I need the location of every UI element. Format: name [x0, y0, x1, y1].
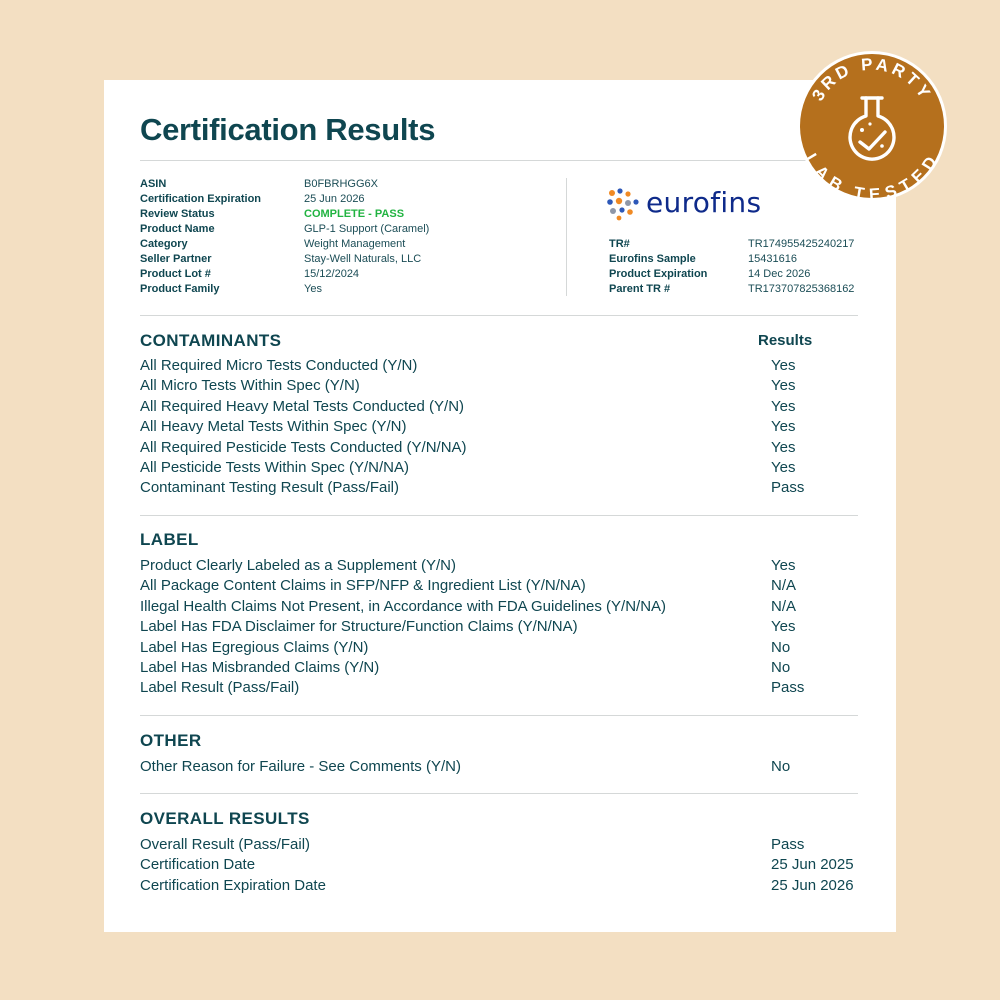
- lab-row-parent-tr: [609, 282, 869, 297]
- overall-list: [140, 835, 860, 896]
- info-row-product-name: [140, 222, 560, 237]
- info-label: Parent TR #: [609, 283, 671, 295]
- label-list: [140, 556, 860, 699]
- item-result: Yes: [771, 357, 796, 374]
- item-label: Illegal Health Claims Not Present, in Accordance with FDA Guidelines (Y/N/NA): [140, 597, 667, 615]
- item-label: All Required Heavy Metal Tests Conducted (Y/N): [140, 397, 465, 415]
- info-value: TR173707825368162: [748, 283, 855, 295]
- item-result: Yes: [771, 557, 796, 574]
- item-result: No: [771, 638, 791, 656]
- item-label: All Package Content Claims in SFP/NFP & Ingredient List (Y/N/NA): [140, 577, 586, 595]
- badge-top-text: 3RD PARTY: [808, 54, 936, 105]
- eurofins-logo-text: eurofins: [646, 186, 762, 219]
- list-item: [140, 356, 860, 376]
- info-value: 15/12/2024: [304, 268, 360, 280]
- lab-row-expiration: [609, 267, 869, 282]
- section-title-label: LABEL: [140, 530, 199, 549]
- item-result: Yes: [771, 458, 796, 476]
- item-label: Certification Expiration Date: [140, 876, 326, 894]
- list-item: [140, 438, 860, 458]
- vertical-divider: [566, 178, 567, 296]
- info-label: Eurofins Sample: [609, 253, 696, 265]
- info-row-family: [140, 282, 560, 297]
- list-item: [140, 617, 860, 637]
- list-item: [140, 376, 860, 396]
- info-row-lot: [140, 267, 560, 282]
- info-value: Yes: [304, 283, 322, 295]
- eurofins-logo: [606, 186, 762, 221]
- item-label: Label Has Misbranded Claims (Y/N): [140, 658, 380, 676]
- list-item: [140, 417, 860, 437]
- item-result: Yes: [771, 397, 796, 415]
- info-row-asin: [140, 177, 560, 192]
- info-value: 15431616: [748, 253, 797, 265]
- item-label: All Required Pesticide Tests Conducted (Y/N/NA): [140, 438, 467, 456]
- badge-bottom-text: LAB TESTED: [801, 150, 943, 202]
- item-label: Other Reason for Failure - See Comments (Y/N): [140, 758, 461, 775]
- list-item: [140, 876, 860, 896]
- eurofins-dots-icon: [606, 187, 640, 221]
- product-info: [140, 177, 560, 297]
- item-label: All Micro Tests Within Spec (Y/N): [140, 377, 360, 395]
- contaminants-list: [140, 356, 860, 499]
- info-value: Stay-Well Naturals, LLC: [304, 253, 422, 265]
- info-value: B0FBRHGG6X: [304, 178, 378, 190]
- item-label: Overall Result (Pass/Fail): [140, 836, 311, 853]
- info-row-cert-expiration: [140, 192, 560, 207]
- item-label: Label Has FDA Disclaimer for Structure/Function Claims (Y/N/NA): [140, 618, 578, 636]
- info-label: Product Expiration: [609, 268, 708, 280]
- lab-tested-badge: [796, 50, 948, 202]
- section-title-contaminants: CONTAMINANTS: [140, 331, 282, 350]
- item-result: Yes: [771, 418, 796, 436]
- info-value: Weight Management: [304, 238, 406, 250]
- divider: [140, 160, 858, 161]
- list-item: [140, 556, 860, 576]
- page-title: Certification Results: [140, 112, 436, 147]
- item-result: Yes: [771, 438, 796, 456]
- lab-row-sample: [609, 252, 869, 267]
- divider: [140, 715, 858, 716]
- list-item: [140, 835, 860, 855]
- info-row-review-status: [140, 207, 560, 222]
- list-item: [140, 576, 860, 596]
- other-list: [140, 757, 860, 777]
- info-value: TR174955425240217: [748, 238, 855, 250]
- list-item: [140, 397, 860, 417]
- list-item: [140, 597, 860, 617]
- item-result: No: [771, 758, 791, 775]
- item-label: All Pesticide Tests Within Spec (Y/N/NA): [140, 458, 409, 476]
- section-title-overall: OVERALL RESULTS: [140, 809, 310, 828]
- info-label: TR#: [609, 238, 630, 250]
- item-result: Pass: [771, 679, 805, 697]
- list-item: [140, 678, 860, 698]
- certificate-card: [104, 80, 896, 932]
- info-label: Product Lot #: [140, 268, 211, 280]
- info-label: Seller Partner: [140, 253, 212, 265]
- divider: [140, 515, 858, 516]
- item-label: Product Clearly Labeled as a Supplement (Y/N): [140, 557, 456, 574]
- lab-row-tr: [609, 237, 869, 252]
- item-label: Certification Date: [140, 856, 256, 874]
- item-label: All Required Micro Tests Conducted (Y/N): [140, 357, 418, 374]
- divider: [140, 793, 858, 794]
- section-title-other: OTHER: [140, 731, 202, 750]
- item-result: Pass: [771, 479, 805, 497]
- status-badge: COMPLETE - PASS: [304, 208, 405, 220]
- item-result: N/A: [771, 577, 797, 595]
- item-label: Label Has Egregious Claims (Y/N): [140, 638, 369, 656]
- item-result: N/A: [771, 597, 797, 615]
- list-item: [140, 458, 860, 478]
- item-result: Pass: [771, 836, 805, 853]
- info-label: ASIN: [140, 178, 167, 190]
- info-value: 25 Jun 2026: [304, 193, 365, 205]
- list-item: [140, 658, 860, 678]
- item-result: 25 Jun 2025: [771, 856, 854, 874]
- info-row-category: [140, 237, 560, 252]
- info-label: Product Family: [140, 283, 220, 295]
- list-item: [140, 757, 860, 777]
- list-item: [140, 478, 860, 498]
- info-label: Product Name: [140, 223, 215, 235]
- item-result: No: [771, 658, 791, 676]
- info-value: GLP-1 Support (Caramel): [304, 223, 430, 235]
- item-result: Yes: [771, 377, 796, 395]
- info-label: Category: [140, 238, 188, 250]
- item-label: Label Result (Pass/Fail): [140, 679, 300, 697]
- info-label: Review Status: [140, 208, 215, 220]
- info-value: 14 Dec 2026: [748, 268, 811, 280]
- info-row-seller: [140, 252, 560, 267]
- list-item: [140, 855, 860, 875]
- item-result: 25 Jun 2026: [771, 876, 854, 894]
- item-label: All Heavy Metal Tests Within Spec (Y/N): [140, 418, 407, 436]
- item-result: Yes: [771, 618, 796, 636]
- list-item: [140, 638, 860, 658]
- item-label: Contaminant Testing Result (Pass/Fail): [140, 479, 399, 497]
- divider: [140, 315, 858, 316]
- info-label: Certification Expiration: [140, 193, 262, 205]
- lab-info: [609, 237, 869, 297]
- results-column-header: Results: [758, 332, 813, 349]
